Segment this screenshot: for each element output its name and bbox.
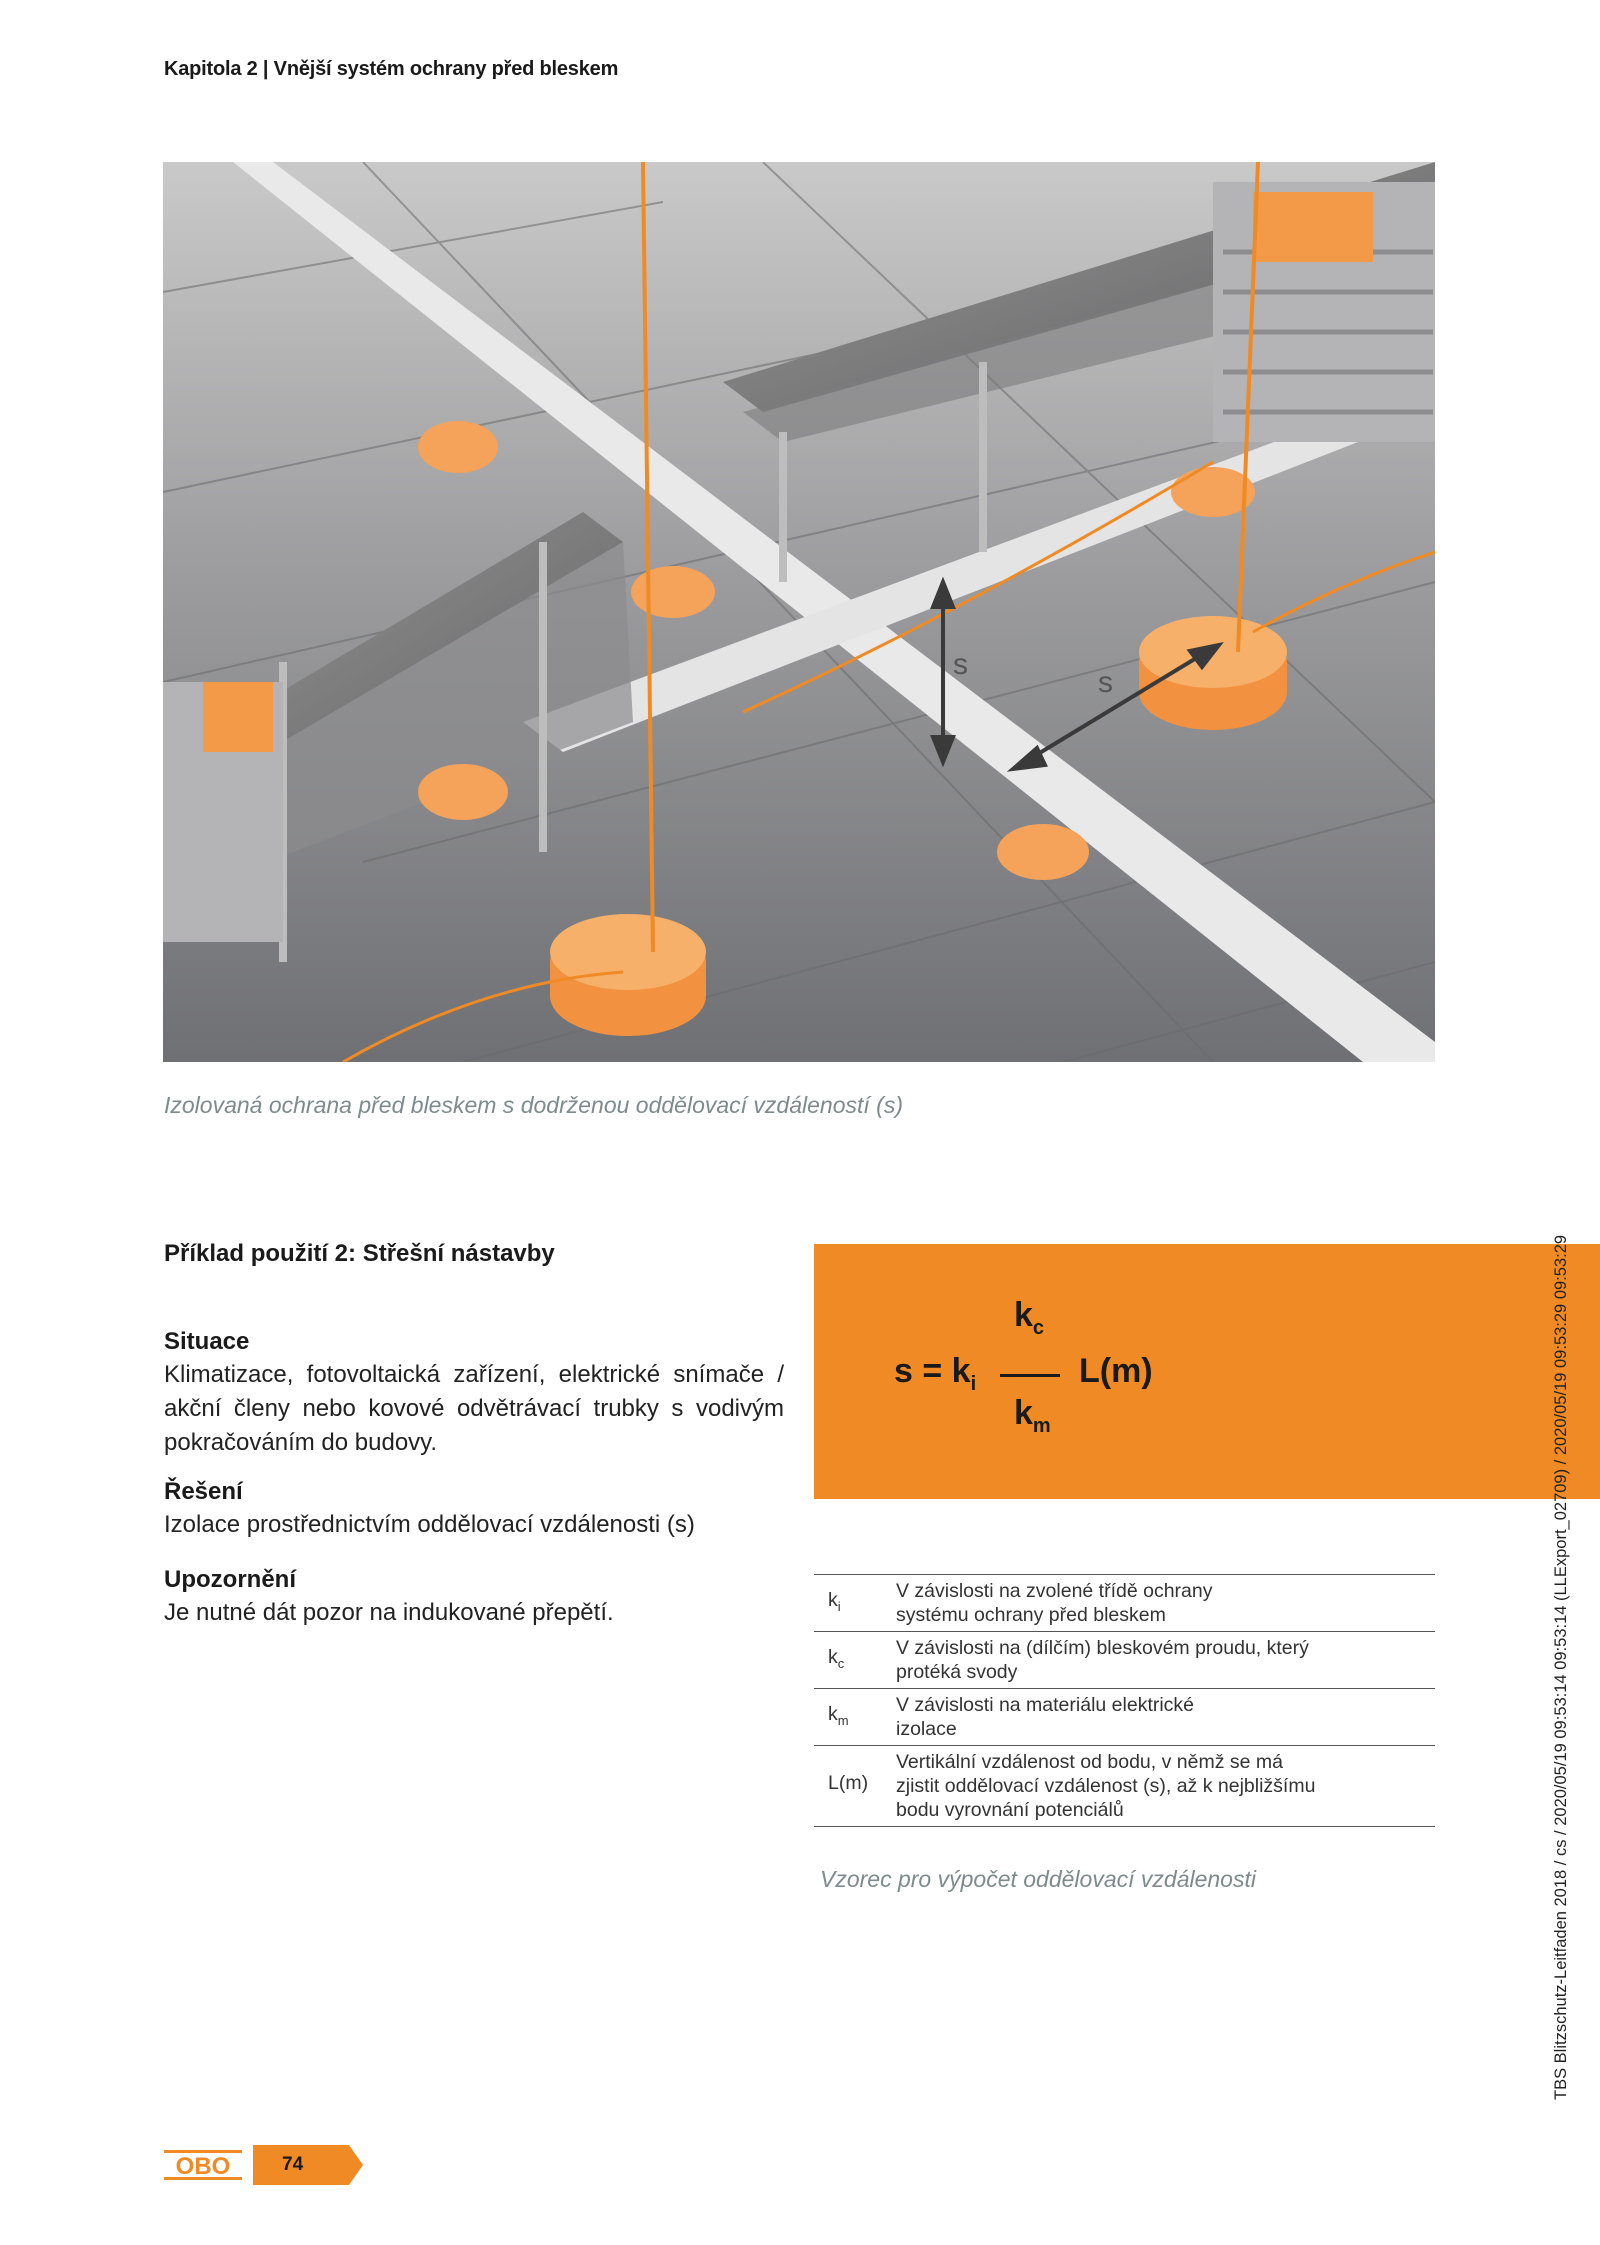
legend-description-line: V závislosti na zvolené třídě ochrany <box>896 1580 1213 1602</box>
legend-symbol: L(m) <box>814 1746 896 1827</box>
formula-lhs: $s = k_i$ <box>894 1352 977 1395</box>
legend-description <box>896 1689 1435 1746</box>
solution-heading: Řešení <box>164 1478 243 1505</box>
legend-symbol: $k_m$ <box>814 1689 896 1746</box>
legend-description-line: zjistit oddělovací vzdálenost (s), až k nejbližšímu <box>896 1775 1316 1797</box>
solution-block <box>164 1478 784 1542</box>
side-note: TBS Blitzschutz-Leitfaden 2018 / cs / 2020/05/19 09:53:14 09:53:14 (LLExport_02709) / 2020/05/19 09:53:29 09:53:29 <box>1552 1234 1570 2100</box>
legend-description-line: protéká svody <box>896 1661 1018 1683</box>
page-number: 74 <box>282 2154 304 2175</box>
distance-label-s2: s <box>1098 666 1113 699</box>
legend-description <box>896 1575 1435 1632</box>
solution-text: Izolace prostřednictvím oddělovací vzdálenosti (s) <box>164 1511 695 1538</box>
situation-text: Klimatizace, fotovoltaická zařízení, elektrické snímače / akční členy nebo kovové odvětrávací trubky s vodivým pokračováním do budovy. <box>164 1361 784 1456</box>
photo-caption: Izolovaná ochrana před bleskem s dodrženou oddělovací vzdáleností (s) <box>164 1092 903 1118</box>
chapter-header: Kapitola 2 | Vnější systém ochrany před bleskem <box>164 58 619 80</box>
legend-description-line: izolace <box>896 1718 957 1740</box>
distance-label-s1: s <box>953 648 968 681</box>
legend-row <box>814 1632 1435 1689</box>
legend-description-line: V závislosti na (dílčím) bleskovém proudu, který <box>896 1637 1309 1659</box>
formula-legend-table <box>814 1574 1435 1827</box>
legend-description-line: bodu vyrovnání potenciálů <box>896 1799 1124 1821</box>
formula-numerator: $k_c$ <box>1014 1296 1045 1339</box>
formula-denominator: $k_m$ <box>1014 1394 1051 1437</box>
legend-description-line: systému ochrany před bleskem <box>896 1604 1166 1626</box>
legend-row <box>814 1689 1435 1746</box>
formula-box <box>814 1244 1600 1499</box>
rooftop-photo <box>163 162 1435 1062</box>
legend-description <box>896 1746 1435 1827</box>
formula-rhs: L(m) <box>1079 1352 1153 1390</box>
situation-heading: Situace <box>164 1328 250 1355</box>
legend-symbol: $k_i$ <box>814 1575 896 1632</box>
warning-block <box>164 1566 784 1630</box>
fraction-line <box>1000 1374 1060 1377</box>
page-number-tab <box>253 2145 363 2185</box>
legend-row <box>814 1746 1435 1827</box>
svg-text:OBO: OBO <box>175 2153 231 2180</box>
legend-symbol: $k_c$ <box>814 1632 896 1689</box>
legend-description <box>896 1632 1435 1689</box>
legend-row <box>814 1575 1435 1632</box>
legend-description-line: V závislosti na materiálu elektrické <box>896 1694 1195 1716</box>
warning-heading: Upozornění <box>164 1566 296 1593</box>
section-title: Příklad použití 2: Střešní nástavby <box>164 1240 555 1267</box>
warning-text: Je nutné dát pozor na indukované přepětí. <box>164 1599 614 1626</box>
obo-logo <box>164 2150 242 2180</box>
situation-block <box>164 1328 784 1460</box>
formula-caption: Vzorec pro výpočet oddělovací vzdálenosti <box>820 1866 1256 1892</box>
legend-description-line: Vertikální vzdálenost od bodu, v němž se má <box>896 1751 1283 1773</box>
